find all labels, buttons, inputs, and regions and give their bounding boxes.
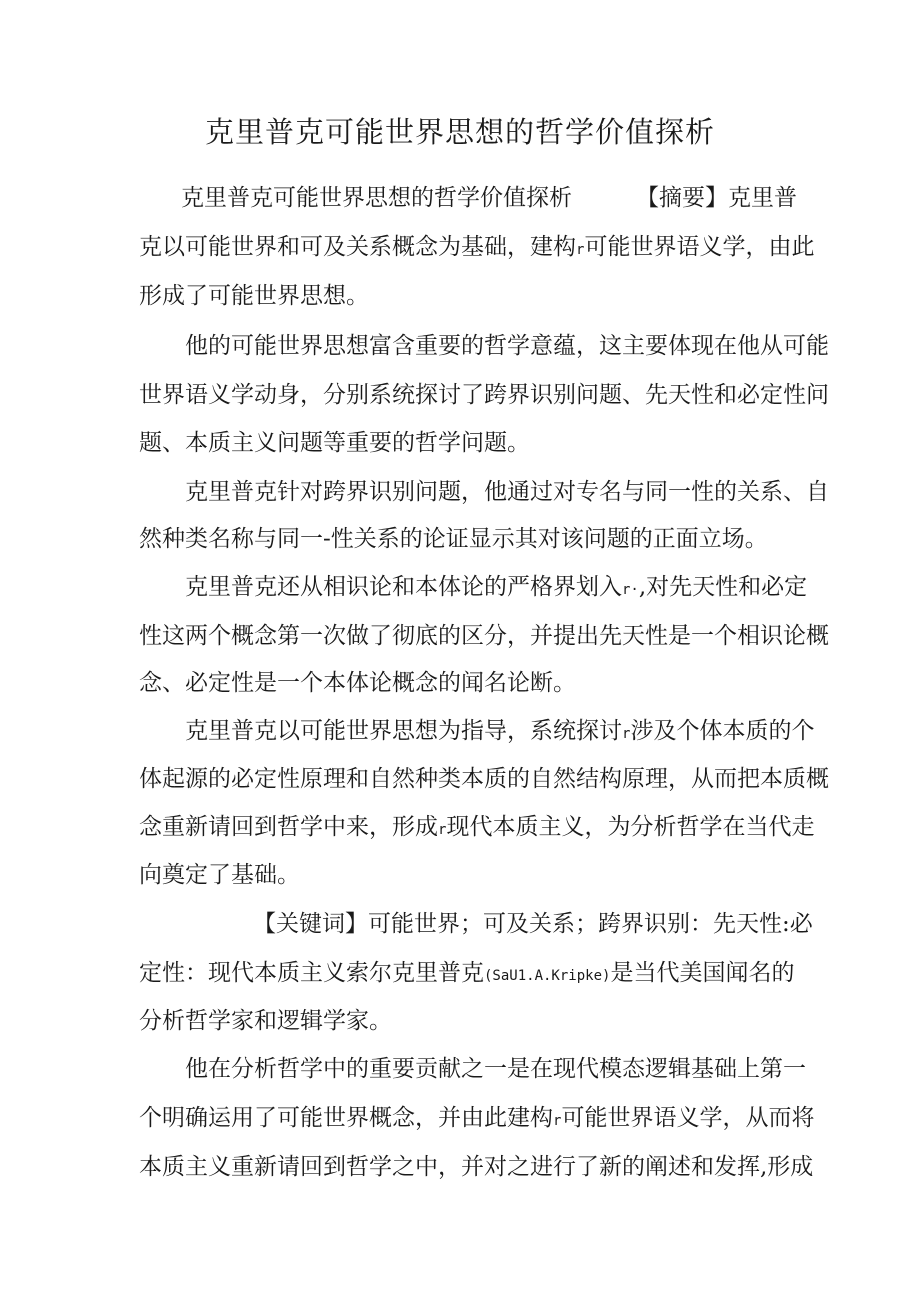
paragraph-5-line-1: 克里普克以可能世界思想为指导，系统探讨r涉及个体本质的个: [185, 718, 815, 744]
paragraph-5-line-3: 念重新请回到哲学中来，形成r现代本质主义，为分析哲学在当代走: [139, 814, 815, 840]
paragraph-3-line-1: 克里普克针对跨界识别问题，他通过对专名与同一性的关系、自: [185, 479, 829, 505]
keywords-line-1: 【关键词】可能世界；可及关系；跨界识别：先天性:必: [253, 911, 813, 937]
abstract-title-text: 克里普克可能世界思想的哲学价值探析: [181, 185, 572, 211]
paragraph-4-line-3: 念、必定性是一个本体论概念的闻名论断。: [139, 670, 576, 696]
paragraph-2-line-3: 题、本质主义问题等重要的哲学问题。: [139, 430, 530, 456]
keywords-line-3: 分析哲学家和逻辑学家。: [139, 1008, 392, 1034]
paragraph-7-line-2: 个明确运用了可能世界概念，并由此建构r可能世界语义学，从而将: [139, 1105, 815, 1131]
abstract-line-2: 克以可能世界和可及关系概念为基础，建构r可能世界语义学，由此: [139, 234, 815, 260]
paragraph-7-line-3: 本质主义重新请回到哲学之中，并对之进行了新的阐述和发挥,形成: [139, 1154, 814, 1180]
paragraph-4-line-1: 克里普克还从相识论和本体论的严格界划入r·,对先天性和必定: [185, 574, 808, 600]
paragraph-7-line-1: 他在分析哲学中的重要贡献之一是在现代模态逻辑基础上第一: [185, 1056, 806, 1082]
paragraph-3-line-2: 然种类名称与同一-性关系的论证显示其对该问题的正面立场。: [139, 526, 768, 552]
paragraph-2-line-2: 世界语义学动身，分别系统探讨了跨界识别问题、先天性和必定性问: [139, 382, 829, 408]
keywords-line-2: 定性：现代本质主义索尔克里普克(SaU1.A.Kripke)是当代美国闻名的: [139, 960, 795, 986]
paragraph-5-line-4: 向奠定了基础。: [139, 862, 300, 888]
paragraph-2-line-1: 他的可能世界思想富含重要的哲学意蕴，这主要体现在他从可能: [185, 333, 829, 359]
document-title: 克里普克可能世界思想的哲学价值探析: [204, 115, 715, 149]
paragraph-4-line-2: 性这两个概念第一次做了彻底的区分，并提出先天性是一个相识论概: [139, 623, 829, 649]
paragraph-5-line-2: 体起源的必定性原理和自然种类本质的自然结构原理，从而把本质概: [139, 766, 829, 792]
abstract-line-1: [181, 183, 797, 213]
abstract-line-3: 形成了可能世界思想。: [139, 283, 369, 309]
abstract-label-text: 【摘要】克里普: [636, 185, 797, 211]
